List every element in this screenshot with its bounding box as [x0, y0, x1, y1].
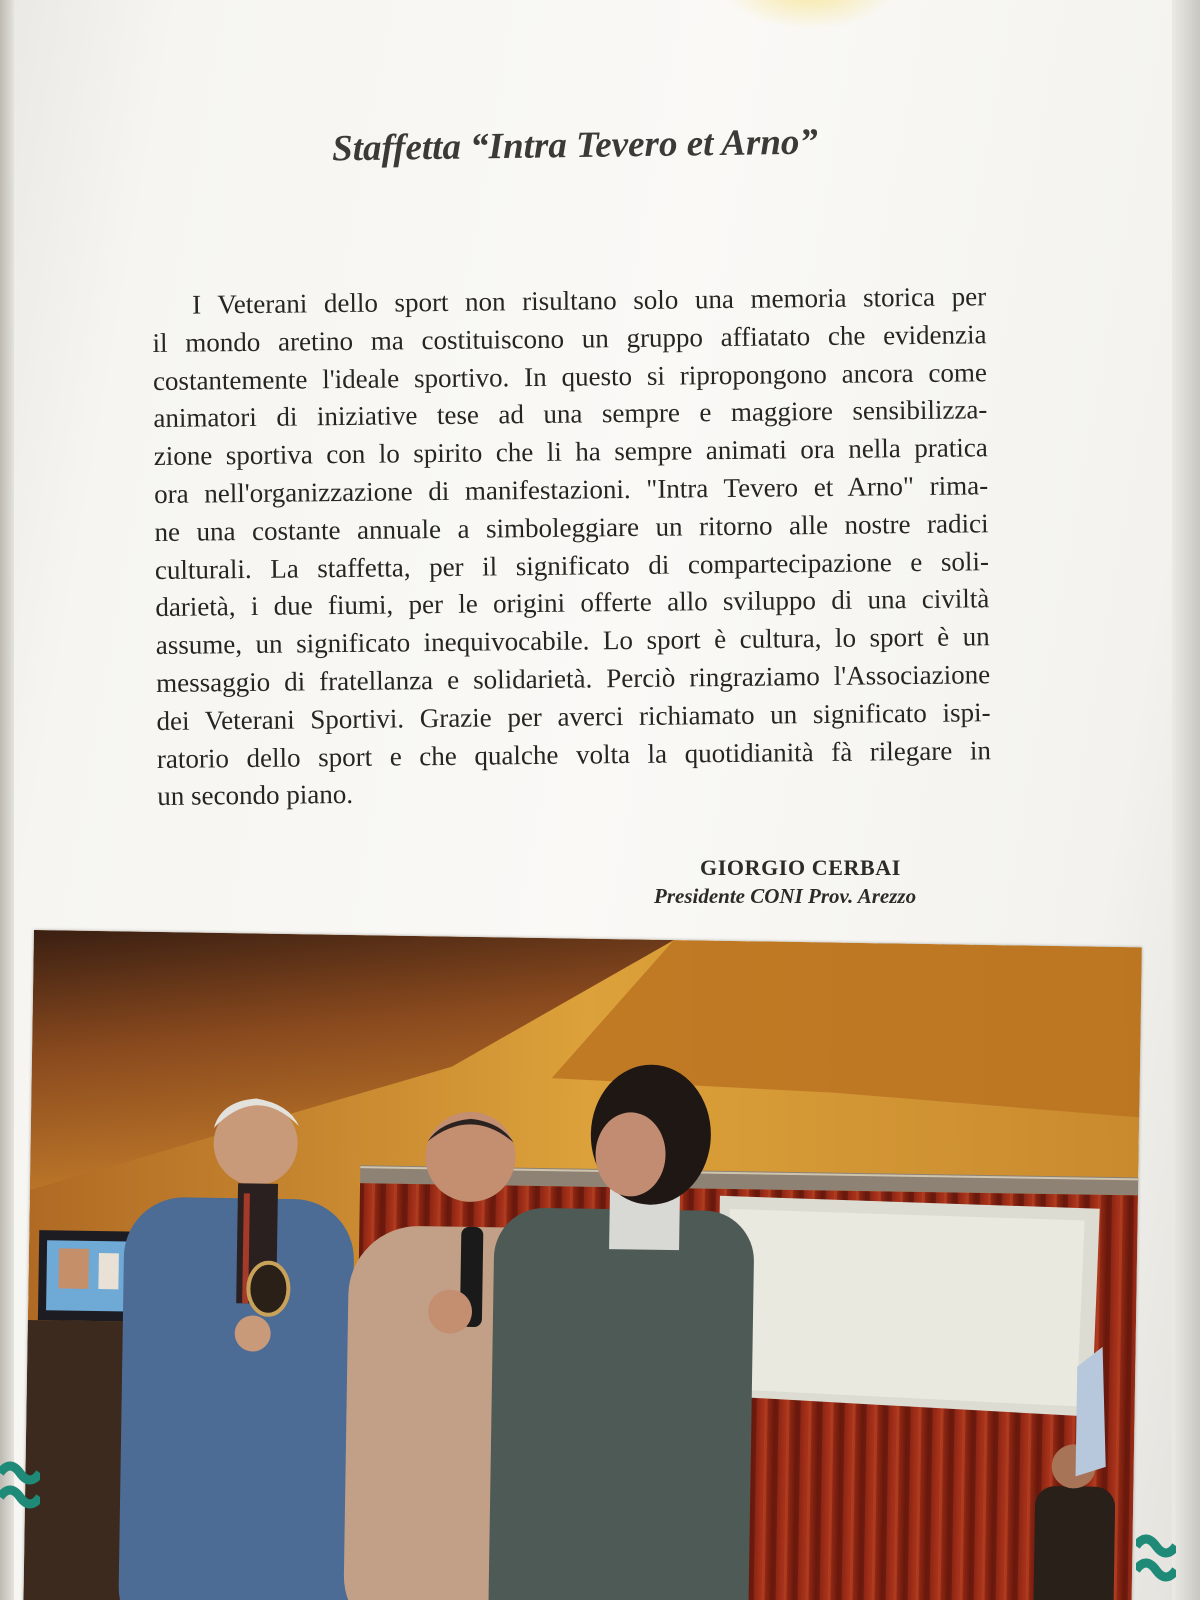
body-line: dei Veterani Sportivi. Grazie per averci richiamato un significato ispi- [156, 697, 991, 736]
ceremony-photo [23, 930, 1142, 1600]
body-line: ora nell'organizzazione di manifestazioni. "Intra Tevero et Arno" rima- [154, 470, 989, 509]
body-line: assume, un significato inequivocabile. Lo sport è cultura, lo sport è un [155, 621, 990, 661]
light-glare [720, 0, 900, 30]
page-edge-right [1172, 0, 1200, 1600]
signature-name: GIORGIO CERBAI [700, 855, 901, 880]
body-line: costantemente l'ideale sportivo. In questo si ripropongono ancora come [152, 356, 988, 396]
body-line: darietà, i due fiumi, per le origini offerte allo sviluppo di una civiltà [155, 583, 990, 623]
body-line: animatori di iniziative tese ad una sempre e maggiore sensibilizza- [153, 394, 988, 434]
body-paragraph [152, 278, 991, 816]
body-line: culturali. La staffetta, per il significato di compartecipazione e soli- [154, 545, 990, 585]
wave-logo-icon [1136, 1528, 1176, 1598]
body-line: messaggio di fratellanza e solidarietà. Perciò ringraziamo l'Associazione [155, 659, 991, 698]
body-line: un secondo piano. [157, 779, 354, 812]
body-line: zione sportiva con lo spirito che li ha sempre animati ora nella pratica [153, 432, 988, 472]
body-line: I Veterani dello sport non risultano solo una memoria storica per [192, 281, 987, 320]
body-line: il mondo aretino ma costituiscono un gruppo affiatato che evidenzia [152, 319, 987, 358]
body-line: ratorio dello sport e che qualche volta la quotidianità fà rilegare in [156, 734, 992, 774]
body-line: ne una costante annuale a simboleggiare un ritorno alle nostre radici [154, 508, 989, 547]
wave-logo-icon [0, 1455, 40, 1525]
page-title: Staffetta “Intra Tevero et Arno” [331, 121, 819, 170]
page-edge-left [0, 0, 14, 1600]
signature-role: Presidente CONI Prov. Arezzo [654, 884, 917, 908]
